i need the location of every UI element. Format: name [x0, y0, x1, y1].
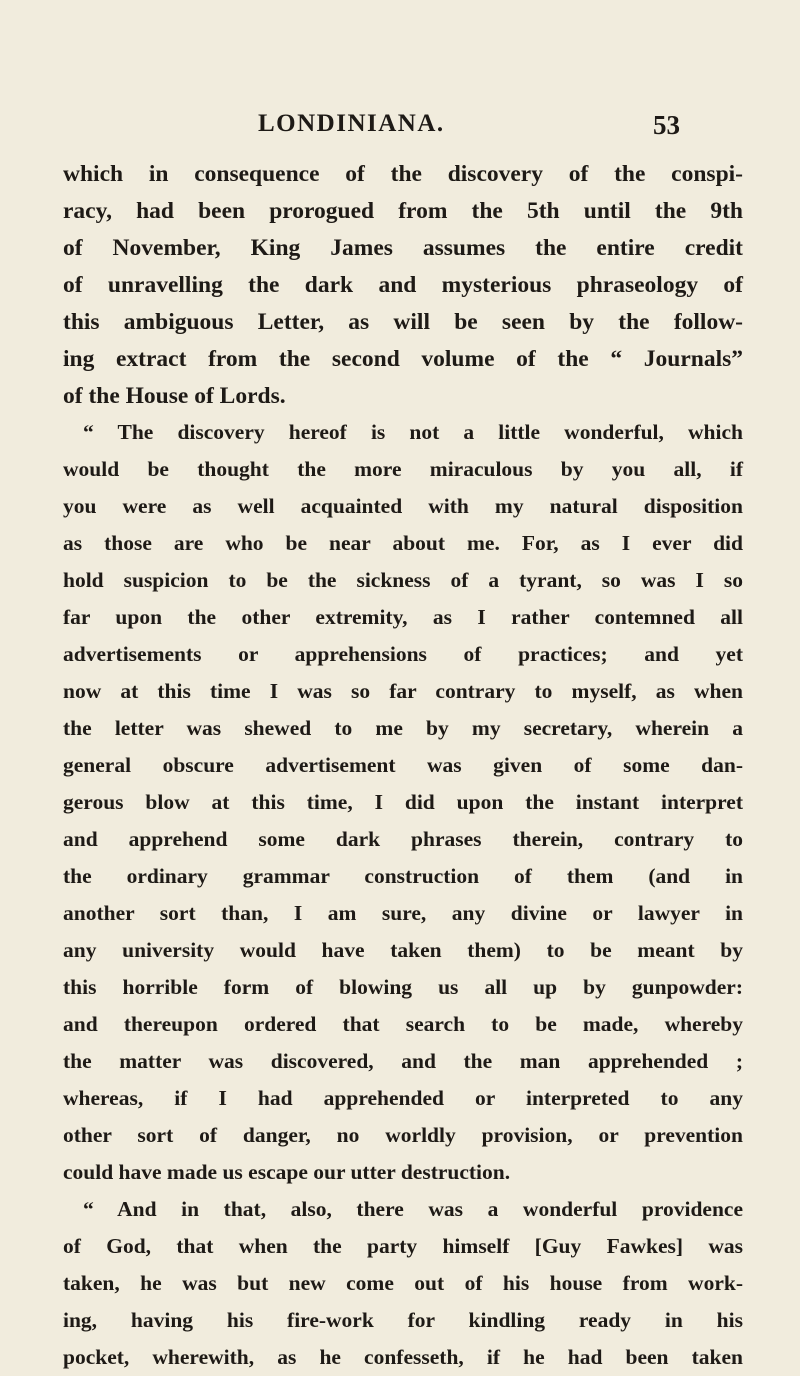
- running-head: LONDINIANA.: [258, 110, 445, 137]
- quote-line: whereas, if I had apprehended or interpreted to any: [63, 1086, 743, 1110]
- paragraph-continued: [63, 156, 743, 415]
- quote-line: could have made us escape our utter destruction.: [63, 1160, 511, 1184]
- quote-line: hold suspicion to be the sickness of a tyrant, so was I so: [63, 568, 743, 592]
- text-line: of the House of Lords.: [63, 383, 286, 409]
- text-line: ing extract from the second volume of the “ Journals”: [63, 346, 743, 372]
- quote-line: would be thought the more miraculous by you all, if: [63, 457, 743, 481]
- quote-line: this horrible form of blowing us all up by gunpowder:: [63, 975, 743, 999]
- text-line: which in consequence of the discovery of the conspi-: [63, 161, 743, 187]
- text-line: of unravelling the dark and mysterious phraseology of: [63, 272, 743, 298]
- quote-line: advertisements or apprehensions of practices; and yet: [63, 642, 743, 666]
- quotation: [63, 414, 743, 1376]
- quote-line: other sort of danger, no worldly provision, or prevention: [63, 1123, 743, 1147]
- quote-line: “ The discovery hereof is not a little wonderful, which: [83, 420, 743, 444]
- quote-line: and apprehend some dark phrases therein, contrary to: [63, 827, 743, 851]
- text-line: this ambiguous Letter, as will be seen by the follow-: [63, 309, 743, 335]
- quote-line: taken, he was but new come out of his house from work-: [63, 1271, 743, 1295]
- quote-line: far upon the other extremity, as I rather contemned all: [63, 605, 743, 629]
- quote-line: pocket, wherewith, as he confesseth, if he had been taken: [63, 1345, 743, 1369]
- page-number: 53: [653, 110, 680, 140]
- quote-line: any university would have taken them) to be meant by: [63, 938, 743, 962]
- quote-line: now at this time I was so far contrary to myself, as when: [63, 679, 743, 703]
- quote-line: the matter was discovered, and the man apprehended ;: [63, 1049, 743, 1073]
- quote-line: and thereupon ordered that search to be made, whereby: [63, 1012, 743, 1036]
- page-header: [0, 110, 800, 146]
- quote-line: as those are who be near about me. For, as I ever did: [63, 531, 743, 555]
- quote-line: general obscure advertisement was given of some dan-: [63, 753, 743, 777]
- quote-line: the ordinary grammar construction of them (and in: [63, 864, 743, 888]
- quote-line: the letter was shewed to me by my secretary, wherein a: [63, 716, 743, 740]
- quote-line: gerous blow at this time, I did upon the instant interpret: [63, 790, 743, 814]
- quote-line: you were as well acquainted with my natural disposition: [63, 494, 743, 518]
- text-line: racy, had been prorogued from the 5th until the 9th: [63, 198, 743, 224]
- text-line: of November, King James assumes the entire credit: [63, 235, 743, 261]
- quote-line: “ And in that, also, there was a wonderful providence: [83, 1197, 743, 1221]
- quote-line: ing, having his fire-work for kindling ready in his: [63, 1308, 743, 1332]
- quote-line: another sort than, I am sure, any divine or lawyer in: [63, 901, 743, 925]
- quote-line: of God, that when the party himself [Guy Fawkes] was: [63, 1234, 743, 1258]
